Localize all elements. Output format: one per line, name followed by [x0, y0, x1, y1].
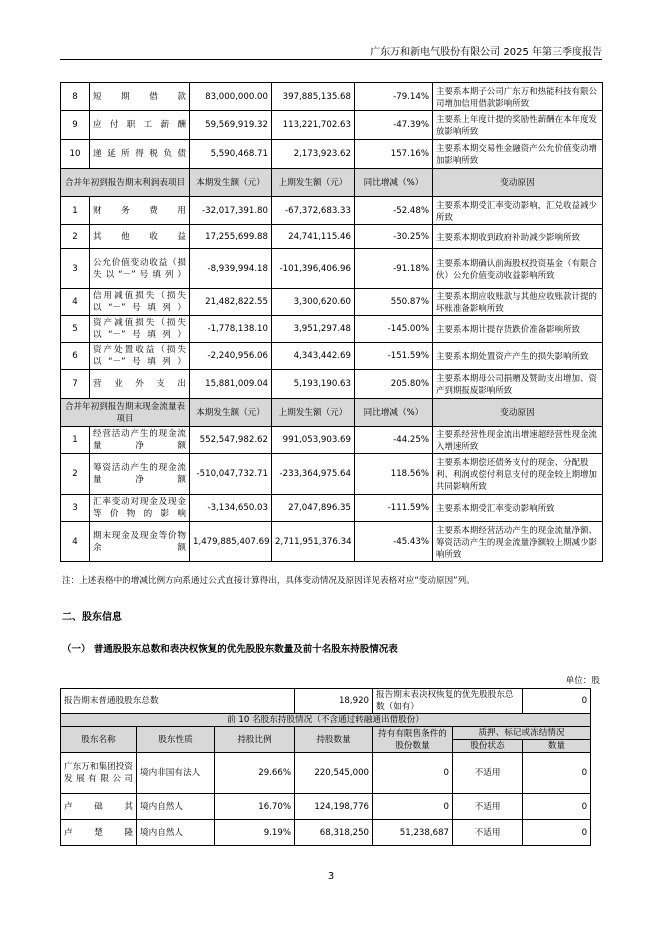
- pledge-status: 不适用: [453, 820, 523, 846]
- current-value: -8,939,994.18: [190, 249, 272, 289]
- top10-title: 前 10 名股东持股情况（不含通过转融通出借股份）: [61, 714, 591, 727]
- subsection-title: （一） 普通股股东总数和表决权恢复的优先股股东数量及前十名股东持股情况表: [62, 644, 398, 655]
- item-name: 资产减值损失（损失以“－”号填列）: [90, 316, 190, 343]
- current-value: -3,134,650.03: [190, 495, 272, 522]
- holding-ratio: 9.19%: [215, 820, 295, 846]
- pledge-quantity: 0: [523, 794, 591, 820]
- item-name: 应付职工薪酬: [90, 111, 190, 140]
- pledge-quantity: 0: [523, 820, 591, 846]
- holding-ratio: 16.70%: [215, 794, 295, 820]
- change-percent: -45.43%: [355, 522, 433, 562]
- shareholder-name: 广东万和集团投资发展有限公司: [61, 753, 137, 794]
- current-value: -1,778,138.10: [190, 316, 272, 343]
- shareholder-table: [60, 688, 591, 846]
- table-row: [61, 427, 603, 454]
- shareholder-name: 卢楚隆: [61, 820, 137, 846]
- current-value: 1,479,885,407.69: [190, 522, 272, 562]
- change-analysis-table: [60, 82, 603, 562]
- shareholder-name: 卢础其: [61, 794, 137, 820]
- current-value: 59,569,919.32: [190, 111, 272, 140]
- change-percent: -111.59%: [355, 495, 433, 522]
- table-row: [61, 140, 603, 169]
- change-reason: 主要系本期母公司捐赠及赞助支出增加、资产到期报废影响所致: [433, 370, 603, 399]
- change-percent: -151.59%: [355, 343, 433, 370]
- previous-value: -101,396,406.96: [272, 249, 355, 289]
- item-name: 财务费用: [90, 197, 190, 225]
- change-percent: 205.80%: [355, 370, 433, 399]
- header-name: 股东名称: [61, 727, 137, 753]
- shareholder-nature: 境内自然人: [137, 794, 215, 820]
- current-value: 21,482,822.55: [190, 289, 272, 316]
- row-number: 4: [61, 522, 90, 562]
- header-pledge-status: 股份状态: [453, 740, 523, 753]
- reason-label: 变动原因: [433, 169, 603, 197]
- change-reason: 主要系本期子公司广东万和热能科技有限公司增加信用借款影响所致: [433, 83, 603, 111]
- item-name: 经营活动产生的现金流量净额: [90, 427, 190, 454]
- previous-value: -233,364,975.64: [272, 454, 355, 495]
- header-ratio: 持股比例: [215, 727, 295, 753]
- table-row: [61, 370, 603, 399]
- row-number: 8: [61, 83, 90, 111]
- header-pledge-group: 质押、标记或冻结情况: [453, 727, 591, 740]
- total-value: 18,920: [295, 689, 373, 714]
- item-name: 递延所得税负债: [90, 140, 190, 169]
- previous-period-label: 上期发生额（元）: [272, 399, 355, 427]
- table-row: [61, 495, 603, 522]
- change-reason: 主要系本期经营活动产生的现金流量净额、筹资活动产生的现金流量净额较上期减少影响所致: [433, 522, 603, 562]
- change-percent: 118.56%: [355, 454, 433, 495]
- pledge-quantity: 0: [523, 753, 591, 794]
- restricted-shares: 0: [373, 753, 453, 794]
- shareholder-nature: 境内自然人: [137, 820, 215, 846]
- total-label: 报告期末普通股股东总数: [61, 689, 295, 714]
- previous-value: 5,193,190.63: [272, 370, 355, 399]
- cashflow-section-header: [61, 399, 603, 427]
- row-number: 5: [61, 316, 90, 343]
- change-percent: -79.14%: [355, 83, 433, 111]
- row-number: 1: [61, 427, 90, 454]
- change-reason: 主要系本期应收账款与其他应收账款计提的坏账准备影响所致: [433, 289, 603, 316]
- header-row-1: [61, 727, 591, 740]
- previous-value: -67,372,683.33: [272, 197, 355, 225]
- restricted-shares: 0: [373, 794, 453, 820]
- row-number: 2: [61, 454, 90, 495]
- current-value: 5,590,468.71: [190, 140, 272, 169]
- current-period-label: 本期发生额（元）: [190, 399, 272, 427]
- current-value: -510,047,732.71: [190, 454, 272, 495]
- header-quantity: 持股数量: [295, 727, 373, 753]
- change-reason: 主要系本期交易性金融资产公允价值变动增加影响所致: [433, 140, 603, 169]
- current-value: 83,000,000.00: [190, 83, 272, 111]
- row-number: 10: [61, 140, 90, 169]
- item-name: 短期借款: [90, 83, 190, 111]
- table-note: 注：上述表格中的增减比例方向系通过公式直接计算得出，具体变动情况及原因详见表格对应“变动原因”列。: [62, 576, 475, 586]
- previous-value: 2,711,951,376.34: [272, 522, 355, 562]
- previous-value: 113,221,702.63: [272, 111, 355, 140]
- change-reason: 主要系本期偿还债务支付的现金、分配股利、利润或偿付利息支付的现金较上期增加共同影响所致: [433, 454, 603, 495]
- shareholder-total-row: [61, 689, 591, 714]
- profit-section-header: [61, 169, 603, 197]
- table-row: [61, 197, 603, 225]
- item-name: 筹资活动产生的现金流量净额: [90, 454, 190, 495]
- item-name: 公允价值变动收益（损失以“－”号填列）: [90, 249, 190, 289]
- item-name: 期末现金及现金等价物余额: [90, 522, 190, 562]
- previous-value: 991,053,903.69: [272, 427, 355, 454]
- change-percent: 157.16%: [355, 140, 433, 169]
- table-row: [61, 454, 603, 495]
- preferred-value: 0: [523, 689, 591, 714]
- holding-quantity: 68,318,250: [295, 820, 373, 846]
- change-reason: 主要系本期受汇率变动影响，汇兑收益减少所致: [433, 197, 603, 225]
- header-restricted: 持有有限售条件的股份数量: [373, 727, 453, 753]
- change-label: 同比增减（%）: [355, 169, 433, 197]
- shareholder-row: [61, 794, 591, 820]
- restricted-shares: 51,238,687: [373, 820, 453, 846]
- table-row: [61, 225, 603, 249]
- change-percent: 550.87%: [355, 289, 433, 316]
- holding-quantity: 124,198,776: [295, 794, 373, 820]
- current-period-label: 本期发生额（元）: [190, 169, 272, 197]
- table-row: [61, 289, 603, 316]
- holding-quantity: 220,545,000: [295, 753, 373, 794]
- row-number: 3: [61, 495, 90, 522]
- row-number: 1: [61, 197, 90, 225]
- shareholder-row: [61, 753, 591, 794]
- change-reason: 主要系本期确认前海股权投资基金（有限合伙）公允价值变动收益影响所致: [433, 249, 603, 289]
- change-label: 同比增减（%）: [355, 399, 433, 427]
- table-row: [61, 83, 603, 111]
- change-reason: 主要系本期收到政府补助减少影响所致: [433, 225, 603, 249]
- table-row: [61, 111, 603, 140]
- header-nature: 股东性质: [137, 727, 215, 753]
- current-value: 17,255,699.88: [190, 225, 272, 249]
- item-name: 营业外支出: [90, 370, 190, 399]
- previous-value: 24,741,115.46: [272, 225, 355, 249]
- previous-value: 4,343,442.69: [272, 343, 355, 370]
- table-row: [61, 316, 603, 343]
- item-name: 其他收益: [90, 225, 190, 249]
- row-number: 9: [61, 111, 90, 140]
- page-number: 3: [327, 871, 335, 882]
- row-number: 3: [61, 249, 90, 289]
- row-number: 6: [61, 343, 90, 370]
- change-reason: 主要系上年度计提的奖励性薪酬在本年度发放影响所致: [433, 111, 603, 140]
- table-row: [61, 249, 603, 289]
- pledge-status: 不适用: [453, 753, 523, 794]
- current-value: 15,881,009.04: [190, 370, 272, 399]
- change-percent: -47.39%: [355, 111, 433, 140]
- item-name: 汇率变动对现金及现金等价物的影响: [90, 495, 190, 522]
- header-rule: [60, 59, 602, 60]
- row-number: 2: [61, 225, 90, 249]
- top10-title-row: [61, 714, 591, 727]
- change-reason: 主要系经营性现金流出增速超经营性现金流入增速所致: [433, 427, 603, 454]
- change-reason: 主要系本期处置资产产生的损失影响所致: [433, 343, 603, 370]
- preferred-label: 报告期末表决权恢复的优先股股东总数（如有）: [373, 689, 523, 714]
- change-reason: 主要系本期计提存货跌价准备影响所致: [433, 316, 603, 343]
- current-value: -32,017,391.80: [190, 197, 272, 225]
- section-item-label: 合并年初到报告期末利润表项目: [61, 169, 190, 197]
- current-value: -2,240,956.06: [190, 343, 272, 370]
- change-percent: -44.25%: [355, 427, 433, 454]
- current-value: 552,547,982.62: [190, 427, 272, 454]
- previous-value: 397,885,135.68: [272, 83, 355, 111]
- unit-label: 单位：股: [565, 676, 600, 686]
- page-header: 广东万和新电气股份有限公司 2025 年第三季度报告: [370, 47, 602, 58]
- section-item-label: 合并年初到报告期末现金流量表项目: [61, 399, 190, 427]
- table-row: [61, 522, 603, 562]
- row-number: 4: [61, 289, 90, 316]
- change-reason: 主要系本期受汇率变动影响所致: [433, 495, 603, 522]
- reason-label: 变动原因: [433, 399, 603, 427]
- row-number: 7: [61, 370, 90, 399]
- pledge-status: 不适用: [453, 794, 523, 820]
- change-percent: -91.18%: [355, 249, 433, 289]
- change-percent: -145.00%: [355, 316, 433, 343]
- previous-period-label: 上期发生额（元）: [272, 169, 355, 197]
- shareholder-nature: 境内非国有法人: [137, 753, 215, 794]
- section-title: 二、股东信息: [62, 612, 122, 623]
- table-row: [61, 343, 603, 370]
- change-percent: -52.48%: [355, 197, 433, 225]
- previous-value: 2,173,923.62: [272, 140, 355, 169]
- change-percent: -30.25%: [355, 225, 433, 249]
- previous-value: 27,047,896.35: [272, 495, 355, 522]
- previous-value: 3,300,620.60: [272, 289, 355, 316]
- holding-ratio: 29.66%: [215, 753, 295, 794]
- item-name: 资产处置收益（损失以“－”号填列）: [90, 343, 190, 370]
- item-name: 信用减值损失（损失以“－”号填列）: [90, 289, 190, 316]
- shareholder-row: [61, 820, 591, 846]
- previous-value: 3,951,297.48: [272, 316, 355, 343]
- header-pledge-qty: 数量: [523, 740, 591, 753]
